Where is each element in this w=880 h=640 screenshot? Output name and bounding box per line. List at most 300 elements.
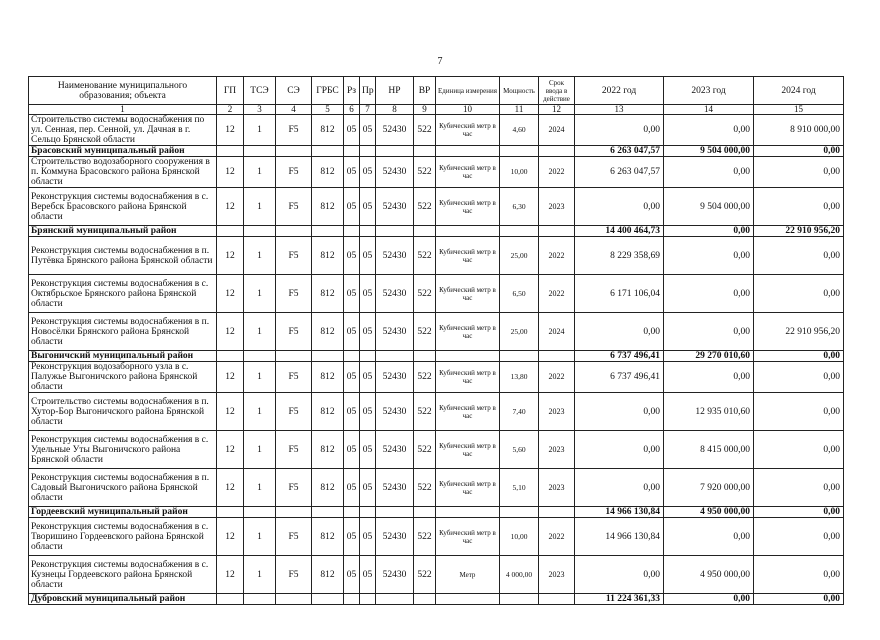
cell-pr: 05 xyxy=(360,362,376,393)
cell-term xyxy=(539,351,575,362)
region-total-row xyxy=(29,594,844,605)
cell-term xyxy=(539,507,575,518)
cell-term: 2022 xyxy=(539,362,575,393)
cell-se: F5 xyxy=(276,362,312,393)
cell-nr: 52430 xyxy=(376,556,414,594)
cell-term xyxy=(539,146,575,157)
cell-tse: 1 xyxy=(244,188,276,226)
column-number: 8 xyxy=(376,105,414,115)
cell-unit: Кубический метр в час xyxy=(436,275,500,313)
cell-tse: 1 xyxy=(244,556,276,594)
cell-tse: 1 xyxy=(244,313,276,351)
cell-2022: 6 737 496,41 xyxy=(575,362,664,393)
row-name: Реконструкция системы водоснабжения в с. Кузнецы Гордеевского района Брянской области xyxy=(29,556,217,594)
cell-unit: Кубический метр в час xyxy=(436,313,500,351)
cell-nr: 52430 xyxy=(376,518,414,556)
cell-term xyxy=(539,226,575,237)
cell-tse: 1 xyxy=(244,431,276,469)
cell-nr: 52430 xyxy=(376,188,414,226)
table-row xyxy=(29,556,844,594)
cell-grbs xyxy=(312,146,344,157)
cell-vr: 522 xyxy=(414,469,436,507)
cell-gp xyxy=(217,594,244,605)
cell-gp: 12 xyxy=(217,469,244,507)
cell-se: F5 xyxy=(276,556,312,594)
cell-rz: 05 xyxy=(344,157,360,188)
row-name: Реконструкция системы водоснабжения в с. Октябрьское Брянского района Брянской области xyxy=(29,275,217,313)
cell-gp: 12 xyxy=(217,313,244,351)
cell-rz: 05 xyxy=(344,556,360,594)
column-number: 4 xyxy=(276,105,312,115)
cell-term: 2022 xyxy=(539,275,575,313)
cell-unit: Кубический метр в час xyxy=(436,393,500,431)
cell-pr: 05 xyxy=(360,188,376,226)
cell-gp: 12 xyxy=(217,188,244,226)
column-number: 12 xyxy=(539,105,575,115)
row-name: Строительство системы водоснабжения по ул. Сенная, пер. Сенной, ул. Дачная в г. Сельцо Брянской области xyxy=(29,115,217,146)
cell-2022: 14 966 130,84 xyxy=(575,518,664,556)
cell-rz: 05 xyxy=(344,115,360,146)
cell-rz xyxy=(344,226,360,237)
cell-tse: 1 xyxy=(244,115,276,146)
table-row xyxy=(29,157,844,188)
cell-pr: 05 xyxy=(360,469,376,507)
column-number: 6 xyxy=(344,105,360,115)
cell-term: 2022 xyxy=(539,518,575,556)
cell-2022: 8 229 358,69 xyxy=(575,237,664,275)
cell-pr: 05 xyxy=(360,556,376,594)
cell-vr: 522 xyxy=(414,157,436,188)
header-power: Мощность xyxy=(500,77,539,105)
cell-pr: 05 xyxy=(360,157,376,188)
cell-grbs xyxy=(312,351,344,362)
budget-table xyxy=(28,76,844,605)
table-row xyxy=(29,188,844,226)
cell-grbs xyxy=(312,594,344,605)
cell-2024: 0,00 xyxy=(754,157,844,188)
cell-unit: Кубический метр в час xyxy=(436,188,500,226)
cell-vr xyxy=(414,146,436,157)
cell-tse xyxy=(244,507,276,518)
cell-rz xyxy=(344,146,360,157)
cell-unit xyxy=(436,146,500,157)
cell-2023: 29 270 010,60 xyxy=(664,351,754,362)
header-nr: НР xyxy=(376,77,414,105)
cell-gp: 12 xyxy=(217,275,244,313)
header-rz: Рз xyxy=(344,77,360,105)
column-number: 10 xyxy=(436,105,500,115)
table-row xyxy=(29,362,844,393)
header-pr: Пр xyxy=(360,77,376,105)
table-body xyxy=(29,115,844,605)
column-number: 7 xyxy=(360,105,376,115)
cell-grbs: 812 xyxy=(312,556,344,594)
cell-2023: 4 950 000,00 xyxy=(664,507,754,518)
header-2024: 2024 год xyxy=(754,77,844,105)
cell-power: 25,00 xyxy=(500,237,539,275)
cell-2023: 0,00 xyxy=(664,237,754,275)
cell-gp: 12 xyxy=(217,237,244,275)
cell-grbs: 812 xyxy=(312,362,344,393)
cell-unit xyxy=(436,507,500,518)
cell-2022: 0,00 xyxy=(575,556,664,594)
cell-nr xyxy=(376,226,414,237)
table-row xyxy=(29,431,844,469)
cell-2022: 0,00 xyxy=(575,188,664,226)
cell-nr: 52430 xyxy=(376,431,414,469)
cell-nr: 52430 xyxy=(376,313,414,351)
cell-term: 2024 xyxy=(539,115,575,146)
cell-vr: 522 xyxy=(414,275,436,313)
cell-grbs xyxy=(312,507,344,518)
cell-se: F5 xyxy=(276,188,312,226)
cell-grbs: 812 xyxy=(312,237,344,275)
cell-vr: 522 xyxy=(414,556,436,594)
cell-rz: 05 xyxy=(344,313,360,351)
cell-tse xyxy=(244,351,276,362)
row-name: Строительство системы водоснабжения в п. Хутор-Бор Выгоничского района Брянской области xyxy=(29,393,217,431)
cell-power: 10,00 xyxy=(500,518,539,556)
cell-2024: 0,00 xyxy=(754,188,844,226)
row-name: Выгоничский муниципальный район xyxy=(29,351,217,362)
cell-2022: 0,00 xyxy=(575,115,664,146)
table-row xyxy=(29,237,844,275)
cell-2022: 0,00 xyxy=(575,431,664,469)
cell-2022: 0,00 xyxy=(575,313,664,351)
cell-tse: 1 xyxy=(244,275,276,313)
row-name: Реконструкция водозаборного узла в с. Палужье Выгоничского района Брянской области xyxy=(29,362,217,393)
cell-power: 5,60 xyxy=(500,431,539,469)
cell-se: F5 xyxy=(276,518,312,556)
header-2023: 2023 год xyxy=(664,77,754,105)
cell-gp: 12 xyxy=(217,393,244,431)
cell-grbs: 812 xyxy=(312,313,344,351)
cell-pr xyxy=(360,226,376,237)
cell-rz: 05 xyxy=(344,362,360,393)
row-name: Реконструкция системы водоснабжения в п. Путёвка Брянского района Брянской области xyxy=(29,237,217,275)
column-number: 1 xyxy=(29,105,217,115)
cell-se: F5 xyxy=(276,275,312,313)
cell-gp: 12 xyxy=(217,556,244,594)
cell-se: F5 xyxy=(276,431,312,469)
cell-vr: 522 xyxy=(414,431,436,469)
cell-se: F5 xyxy=(276,237,312,275)
row-name: Дубровский муниципальный район xyxy=(29,594,217,605)
cell-grbs: 812 xyxy=(312,157,344,188)
cell-term: 2023 xyxy=(539,188,575,226)
cell-2023: 0,00 xyxy=(664,594,754,605)
cell-power: 4,60 xyxy=(500,115,539,146)
row-name: Брянский муниципальный район xyxy=(29,226,217,237)
cell-nr: 52430 xyxy=(376,157,414,188)
cell-pr xyxy=(360,594,376,605)
cell-vr: 522 xyxy=(414,237,436,275)
cell-term xyxy=(539,594,575,605)
cell-rz: 05 xyxy=(344,518,360,556)
cell-grbs: 812 xyxy=(312,115,344,146)
cell-nr xyxy=(376,146,414,157)
cell-tse xyxy=(244,146,276,157)
header-grbs: ГРБС xyxy=(312,77,344,105)
cell-pr xyxy=(360,507,376,518)
header-gp: ГП xyxy=(217,77,244,105)
row-name: Строительство водозаборного сооружения в п. Коммуна Брасовского района Брянской области xyxy=(29,157,217,188)
cell-2022: 14 966 130,84 xyxy=(575,507,664,518)
cell-tse: 1 xyxy=(244,362,276,393)
cell-2023: 0,00 xyxy=(664,275,754,313)
cell-rz: 05 xyxy=(344,237,360,275)
cell-2022: 6 171 106,04 xyxy=(575,275,664,313)
cell-unit xyxy=(436,226,500,237)
header-2022: 2022 год xyxy=(575,77,664,105)
cell-2024: 0,00 xyxy=(754,469,844,507)
cell-2024: 0,00 xyxy=(754,518,844,556)
cell-pr: 05 xyxy=(360,237,376,275)
row-name: Гордеевский муниципальный район xyxy=(29,507,217,518)
cell-se: F5 xyxy=(276,115,312,146)
cell-unit: Кубический метр в час xyxy=(436,157,500,188)
column-number: 11 xyxy=(500,105,539,115)
cell-gp: 12 xyxy=(217,431,244,469)
cell-vr: 522 xyxy=(414,115,436,146)
cell-vr: 522 xyxy=(414,313,436,351)
cell-nr: 52430 xyxy=(376,469,414,507)
cell-power: 13,80 xyxy=(500,362,539,393)
cell-rz: 05 xyxy=(344,275,360,313)
cell-2024: 0,00 xyxy=(754,275,844,313)
cell-power: 6,50 xyxy=(500,275,539,313)
cell-unit: Кубический метр в час xyxy=(436,115,500,146)
column-number: 3 xyxy=(244,105,276,115)
cell-vr: 522 xyxy=(414,393,436,431)
header-term: Срок ввода в действие xyxy=(539,77,575,105)
table-row xyxy=(29,115,844,146)
cell-gp xyxy=(217,351,244,362)
cell-grbs: 812 xyxy=(312,469,344,507)
cell-2024: 22 910 956,20 xyxy=(754,313,844,351)
cell-tse xyxy=(244,226,276,237)
cell-rz: 05 xyxy=(344,393,360,431)
header-se: СЭ xyxy=(276,77,312,105)
cell-grbs: 812 xyxy=(312,188,344,226)
cell-gp: 12 xyxy=(217,157,244,188)
column-number: 5 xyxy=(312,105,344,115)
cell-gp xyxy=(217,146,244,157)
region-total-row xyxy=(29,351,844,362)
header-unit: Единица измерения xyxy=(436,77,500,105)
column-number-row xyxy=(29,105,844,115)
cell-se: F5 xyxy=(276,393,312,431)
cell-se: F5 xyxy=(276,157,312,188)
cell-gp: 12 xyxy=(217,362,244,393)
cell-2023: 9 504 000,00 xyxy=(664,146,754,157)
cell-se: F5 xyxy=(276,313,312,351)
cell-vr: 522 xyxy=(414,518,436,556)
cell-se xyxy=(276,507,312,518)
cell-se xyxy=(276,146,312,157)
region-total-row xyxy=(29,146,844,157)
cell-se xyxy=(276,351,312,362)
cell-pr: 05 xyxy=(360,115,376,146)
cell-term: 2023 xyxy=(539,393,575,431)
header-vr: ВР xyxy=(414,77,436,105)
column-number: 9 xyxy=(414,105,436,115)
cell-2023: 12 935 010,60 xyxy=(664,393,754,431)
cell-pr: 05 xyxy=(360,313,376,351)
row-name: Реконструкция системы водоснабжения в с. Веребск Брасовского района Брянской области xyxy=(29,188,217,226)
cell-2023: 0,00 xyxy=(664,362,754,393)
cell-pr: 05 xyxy=(360,518,376,556)
cell-nr: 52430 xyxy=(376,362,414,393)
cell-rz xyxy=(344,594,360,605)
column-number: 14 xyxy=(664,105,754,115)
cell-pr xyxy=(360,351,376,362)
cell-power xyxy=(500,351,539,362)
cell-rz: 05 xyxy=(344,469,360,507)
cell-2024: 0,00 xyxy=(754,362,844,393)
cell-unit: Кубический метр в час xyxy=(436,362,500,393)
cell-power xyxy=(500,594,539,605)
cell-grbs: 812 xyxy=(312,393,344,431)
cell-term: 2023 xyxy=(539,556,575,594)
cell-se: F5 xyxy=(276,469,312,507)
cell-power: 25,00 xyxy=(500,313,539,351)
cell-2024: 0,00 xyxy=(754,594,844,605)
table-row xyxy=(29,313,844,351)
cell-power xyxy=(500,507,539,518)
cell-nr: 52430 xyxy=(376,275,414,313)
cell-tse: 1 xyxy=(244,518,276,556)
header-tse: ТСЭ xyxy=(244,77,276,105)
cell-2023: 0,00 xyxy=(664,157,754,188)
cell-rz xyxy=(344,507,360,518)
cell-2024: 0,00 xyxy=(754,507,844,518)
row-name: Реконструкция системы водоснабжения в п. Садовый Выгоничского района Брянской области xyxy=(29,469,217,507)
cell-2024: 0,00 xyxy=(754,393,844,431)
cell-term: 2022 xyxy=(539,237,575,275)
cell-tse: 1 xyxy=(244,157,276,188)
cell-unit xyxy=(436,594,500,605)
cell-grbs: 812 xyxy=(312,431,344,469)
cell-gp xyxy=(217,226,244,237)
cell-tse xyxy=(244,594,276,605)
column-number: 15 xyxy=(754,105,844,115)
cell-term: 2022 xyxy=(539,157,575,188)
cell-unit: Кубический метр в час xyxy=(436,518,500,556)
cell-term: 2023 xyxy=(539,431,575,469)
cell-unit: Метр xyxy=(436,556,500,594)
cell-pr: 05 xyxy=(360,275,376,313)
cell-nr xyxy=(376,351,414,362)
cell-tse: 1 xyxy=(244,237,276,275)
cell-se xyxy=(276,594,312,605)
cell-2023: 9 504 000,00 xyxy=(664,188,754,226)
cell-power: 10,00 xyxy=(500,157,539,188)
cell-2022: 0,00 xyxy=(575,393,664,431)
cell-2022: 6 263 047,57 xyxy=(575,157,664,188)
cell-nr: 52430 xyxy=(376,393,414,431)
cell-gp xyxy=(217,507,244,518)
cell-unit: Кубический метр в час xyxy=(436,431,500,469)
cell-power: 5,10 xyxy=(500,469,539,507)
cell-2024: 0,00 xyxy=(754,237,844,275)
cell-unit: Кубический метр в час xyxy=(436,237,500,275)
row-name: Реконструкция системы водоснабжения в с. Творишино Гордеевского района Брянской области xyxy=(29,518,217,556)
cell-2023: 7 920 000,00 xyxy=(664,469,754,507)
cell-grbs xyxy=(312,226,344,237)
cell-tse: 1 xyxy=(244,469,276,507)
header-row xyxy=(29,77,844,105)
row-name: Брасовский муниципальный район xyxy=(29,146,217,157)
column-number: 2 xyxy=(217,105,244,115)
cell-rz: 05 xyxy=(344,431,360,469)
cell-2023: 4 950 000,00 xyxy=(664,556,754,594)
cell-vr: 522 xyxy=(414,362,436,393)
cell-tse: 1 xyxy=(244,393,276,431)
cell-grbs: 812 xyxy=(312,518,344,556)
table-row xyxy=(29,469,844,507)
cell-unit xyxy=(436,351,500,362)
cell-vr xyxy=(414,226,436,237)
cell-2024: 0,00 xyxy=(754,146,844,157)
table-row xyxy=(29,275,844,313)
cell-2023: 0,00 xyxy=(664,313,754,351)
cell-2024: 0,00 xyxy=(754,556,844,594)
cell-2023: 0,00 xyxy=(664,115,754,146)
cell-2022: 14 400 464,73 xyxy=(575,226,664,237)
cell-2022: 6 263 047,57 xyxy=(575,146,664,157)
cell-2022: 6 737 496,41 xyxy=(575,351,664,362)
cell-vr xyxy=(414,594,436,605)
cell-2024: 0,00 xyxy=(754,351,844,362)
cell-nr xyxy=(376,507,414,518)
cell-rz xyxy=(344,351,360,362)
cell-2024: 22 910 956,20 xyxy=(754,226,844,237)
cell-nr: 52430 xyxy=(376,237,414,275)
region-total-row xyxy=(29,226,844,237)
cell-se xyxy=(276,226,312,237)
cell-vr xyxy=(414,351,436,362)
cell-power: 4 000,00 xyxy=(500,556,539,594)
cell-term: 2024 xyxy=(539,313,575,351)
cell-pr: 05 xyxy=(360,431,376,469)
page-number: 7 xyxy=(437,56,443,67)
cell-2023: 8 415 000,00 xyxy=(664,431,754,469)
cell-power: 6,30 xyxy=(500,188,539,226)
cell-rz: 05 xyxy=(344,188,360,226)
cell-term: 2023 xyxy=(539,469,575,507)
cell-gp: 12 xyxy=(217,518,244,556)
cell-pr xyxy=(360,146,376,157)
cell-pr: 05 xyxy=(360,393,376,431)
cell-power xyxy=(500,146,539,157)
cell-2022: 0,00 xyxy=(575,469,664,507)
cell-power: 7,40 xyxy=(500,393,539,431)
column-number: 13 xyxy=(575,105,664,115)
cell-2022: 11 224 361,33 xyxy=(575,594,664,605)
cell-power xyxy=(500,226,539,237)
row-name: Реконструкция системы водоснабжения в с. Удельные Уты Выгоничского района Брянской области xyxy=(29,431,217,469)
cell-2023: 0,00 xyxy=(664,518,754,556)
row-name: Реконструкция системы водоснабжения в п. Новосёлки Брянского района Брянской области xyxy=(29,313,217,351)
table-row xyxy=(29,393,844,431)
cell-2023: 0,00 xyxy=(664,226,754,237)
table-row xyxy=(29,518,844,556)
cell-grbs: 812 xyxy=(312,275,344,313)
cell-2024: 0,00 xyxy=(754,431,844,469)
cell-unit: Кубический метр в час xyxy=(436,469,500,507)
cell-vr: 522 xyxy=(414,188,436,226)
